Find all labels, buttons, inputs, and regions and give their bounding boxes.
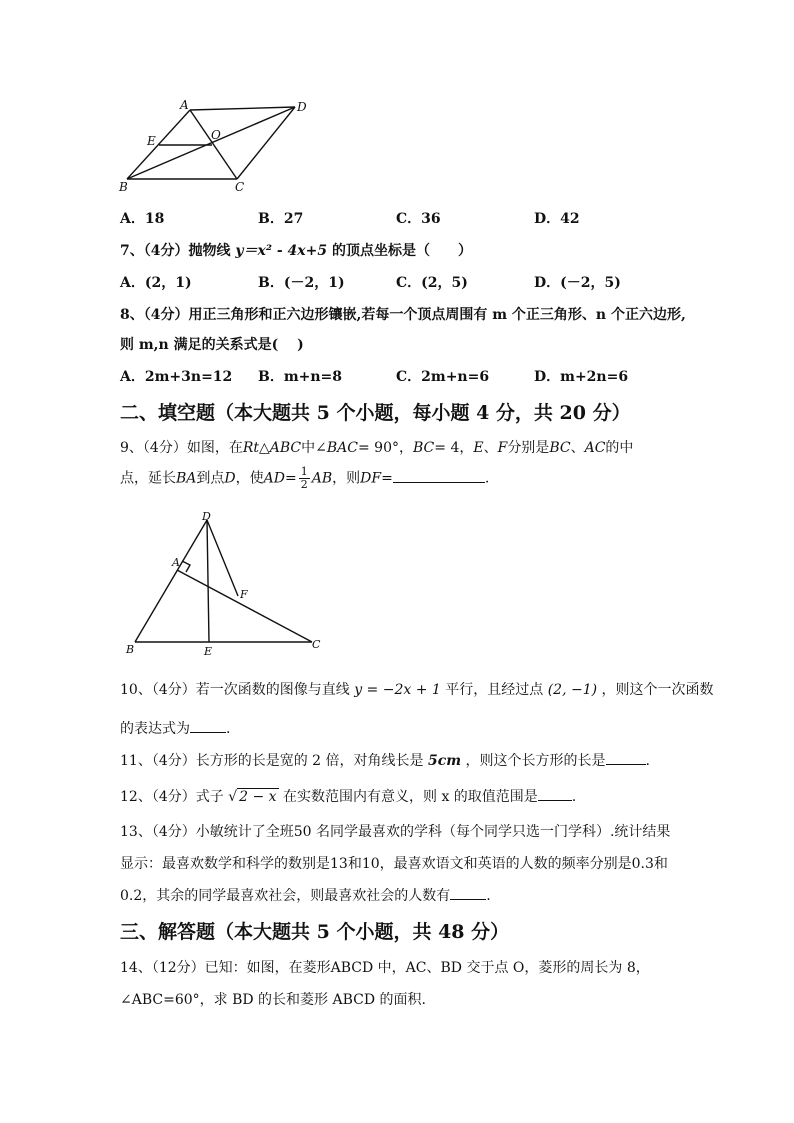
- q9-math: D: [224, 470, 236, 487]
- q13-stem-line1: 13、（4分）小敏统计了全班50 名同学最喜欢的学科（每个同学只选一门学科）.统计结果: [120, 824, 671, 840]
- q7-suffix: 的顶点坐标是（ ）: [331, 243, 472, 259]
- section-2-heading: 二、填空题（本大题共 5 个小题，每小题 4 分，共 20 分）: [120, 402, 631, 424]
- q7-option-d[interactable]: D．(－2，5): [534, 275, 621, 291]
- q10-equation: y = −2x + 1: [354, 682, 441, 698]
- q8-option-c[interactable]: C．2m+n=6: [396, 369, 490, 385]
- label-d: D: [202, 510, 211, 523]
- q9-text: 9、（4分）如图，在: [120, 440, 243, 456]
- q9-text: 分别是: [507, 440, 550, 456]
- q12-stem: [120, 786, 576, 806]
- q9-math: BC: [549, 440, 571, 456]
- q11-length: 5cm: [427, 753, 462, 769]
- q9-math: BC: [413, 440, 435, 456]
- q14-stem-line1: 14、（12分）已知：如图，在菱形ABCD 中，AC、BD 交于点 O，菱形的周长为 8，: [120, 960, 650, 976]
- q9-text: =: [284, 470, 297, 487]
- q9-text: 、: [483, 440, 498, 456]
- q13-stem-line2: 显示：最喜欢数学和科学的数别是13和10，最喜欢语文和英语的人数的频率分别是0.3和: [120, 856, 668, 872]
- q9-math: AB: [311, 470, 333, 487]
- q10-stem-line2: [120, 718, 230, 738]
- q11-text: ，则这个长方形的长是: [465, 753, 606, 769]
- label-d: D: [297, 100, 307, 114]
- q8-option-a[interactable]: A．2m+3n=12: [120, 369, 233, 385]
- q6-option-b[interactable]: B．27: [258, 211, 304, 227]
- right-angle-mark: [182, 561, 190, 572]
- q9-stem-line1: [120, 437, 633, 457]
- q9-text: 的中: [605, 440, 634, 456]
- q8-option-d[interactable]: D．m+2n=6: [534, 369, 629, 385]
- label-b: B: [126, 643, 135, 656]
- q10-text: 平行，且经过点: [445, 682, 544, 698]
- q7-option-a[interactable]: A．(2，1): [120, 275, 192, 291]
- q12-text: .: [571, 789, 577, 805]
- q11-stem: [120, 750, 650, 770]
- q6-option-a[interactable]: A．18: [120, 211, 165, 227]
- fraction-numerator: 1: [300, 465, 308, 478]
- q8-option-b[interactable]: B．m+n=8: [258, 369, 343, 385]
- q9-math: BA: [176, 470, 197, 487]
- q9-math: DF: [360, 470, 382, 487]
- fraction-denominator: 2: [300, 478, 308, 491]
- segment-cd: [237, 107, 295, 179]
- q9-math: AD: [263, 470, 285, 487]
- q14-stem-line2: ∠ABC=60°，求 BD 的长和菱形 ABCD 的面积.: [120, 992, 427, 1008]
- label-e: E: [147, 134, 156, 148]
- q9-stem-line2: [120, 466, 489, 491]
- q9-text: 点，延长: [120, 470, 176, 487]
- q11-text: .: [645, 753, 650, 769]
- label-f: F: [240, 588, 248, 601]
- q12-text: 12、（4分）式子: [120, 789, 224, 805]
- q13-stem-line3: [120, 885, 491, 905]
- segment-df: [207, 520, 238, 596]
- q7-option-c[interactable]: C．(2，5): [396, 275, 468, 291]
- q9-fraction: [299, 466, 310, 491]
- q7-equation: y＝x² - 4x+5: [235, 243, 328, 259]
- q9-text: =: [381, 470, 393, 487]
- q9-text: ，使: [235, 470, 264, 487]
- q11-answer-blank[interactable]: [606, 750, 646, 765]
- q9-math: Rt△ABC: [242, 440, 302, 456]
- q13-text: .: [486, 888, 491, 904]
- label-o: O: [211, 128, 221, 142]
- q9-math: BAC: [326, 440, 358, 456]
- label-a: A: [172, 556, 180, 569]
- label-c: C: [235, 180, 245, 194]
- q9-text: .: [484, 470, 490, 487]
- q7-option-b[interactable]: B．(－2，1): [258, 275, 345, 291]
- q7-stem: [120, 240, 472, 260]
- q9-math: F: [497, 440, 508, 456]
- segment-de: [207, 520, 209, 642]
- figure-triangle: [120, 508, 330, 658]
- section-3-heading: 三、解答题（本大题共 5 个小题，共 48 分）: [120, 921, 510, 943]
- q7-prefix: 7、（4分）抛物线: [120, 243, 231, 259]
- q9-text: = 90°，: [358, 440, 413, 456]
- q8-stem-line2: 则 m,n 满足的关系式是( ): [120, 337, 304, 353]
- q10-text: .: [226, 721, 231, 737]
- segment-ac: [177, 570, 312, 642]
- q10-text: 的表达式为: [120, 721, 190, 737]
- q9-answer-blank[interactable]: [393, 468, 485, 483]
- q10-text: ，则这个一次函数: [601, 682, 714, 698]
- q9-text: 、: [570, 440, 585, 456]
- q12-radicand: 2 − x: [239, 789, 277, 805]
- q10-stem-line1: [120, 679, 714, 699]
- q9-text: ，则: [332, 470, 361, 487]
- q8-stem-line1: 8、（4分）用正三角形和正六边形镶嵌,若每一个顶点周围有 m 个正三角形、n 个正六边形,: [120, 307, 686, 323]
- q9-text: 到点: [196, 470, 225, 487]
- label-e: E: [204, 645, 213, 658]
- q9-math: E: [473, 440, 484, 456]
- figure-parallelogram: [115, 95, 315, 195]
- q10-text: 10、（4分）若一次函数的图像与直线: [120, 682, 350, 698]
- q11-text: 11、（4分）长方形的长是宽的 2 倍，对角线长是: [120, 753, 424, 769]
- label-c: C: [312, 638, 321, 651]
- q6-option-d[interactable]: D．42: [534, 211, 580, 227]
- q9-math: AC: [584, 440, 606, 456]
- q9-text: 中∠: [301, 440, 327, 456]
- q6-option-c[interactable]: C．36: [396, 211, 441, 227]
- q9-text: = 4，: [434, 440, 474, 456]
- segment-ad: [190, 107, 295, 110]
- q12-text: 在实数范围内有意义，则 x 的取值范围是: [283, 789, 538, 805]
- q12-answer-blank[interactable]: [538, 786, 572, 801]
- q10-answer-blank[interactable]: [190, 718, 226, 733]
- q10-point: (2, −1): [547, 682, 598, 698]
- q12-sqrt: √ 2 − x: [228, 789, 277, 805]
- label-b: B: [119, 180, 128, 194]
- q13-answer-blank[interactable]: [450, 885, 486, 900]
- label-a: A: [180, 98, 189, 112]
- q13-text: 0.2，其余的同学最喜欢社会，则最喜欢社会的人数有: [120, 888, 451, 904]
